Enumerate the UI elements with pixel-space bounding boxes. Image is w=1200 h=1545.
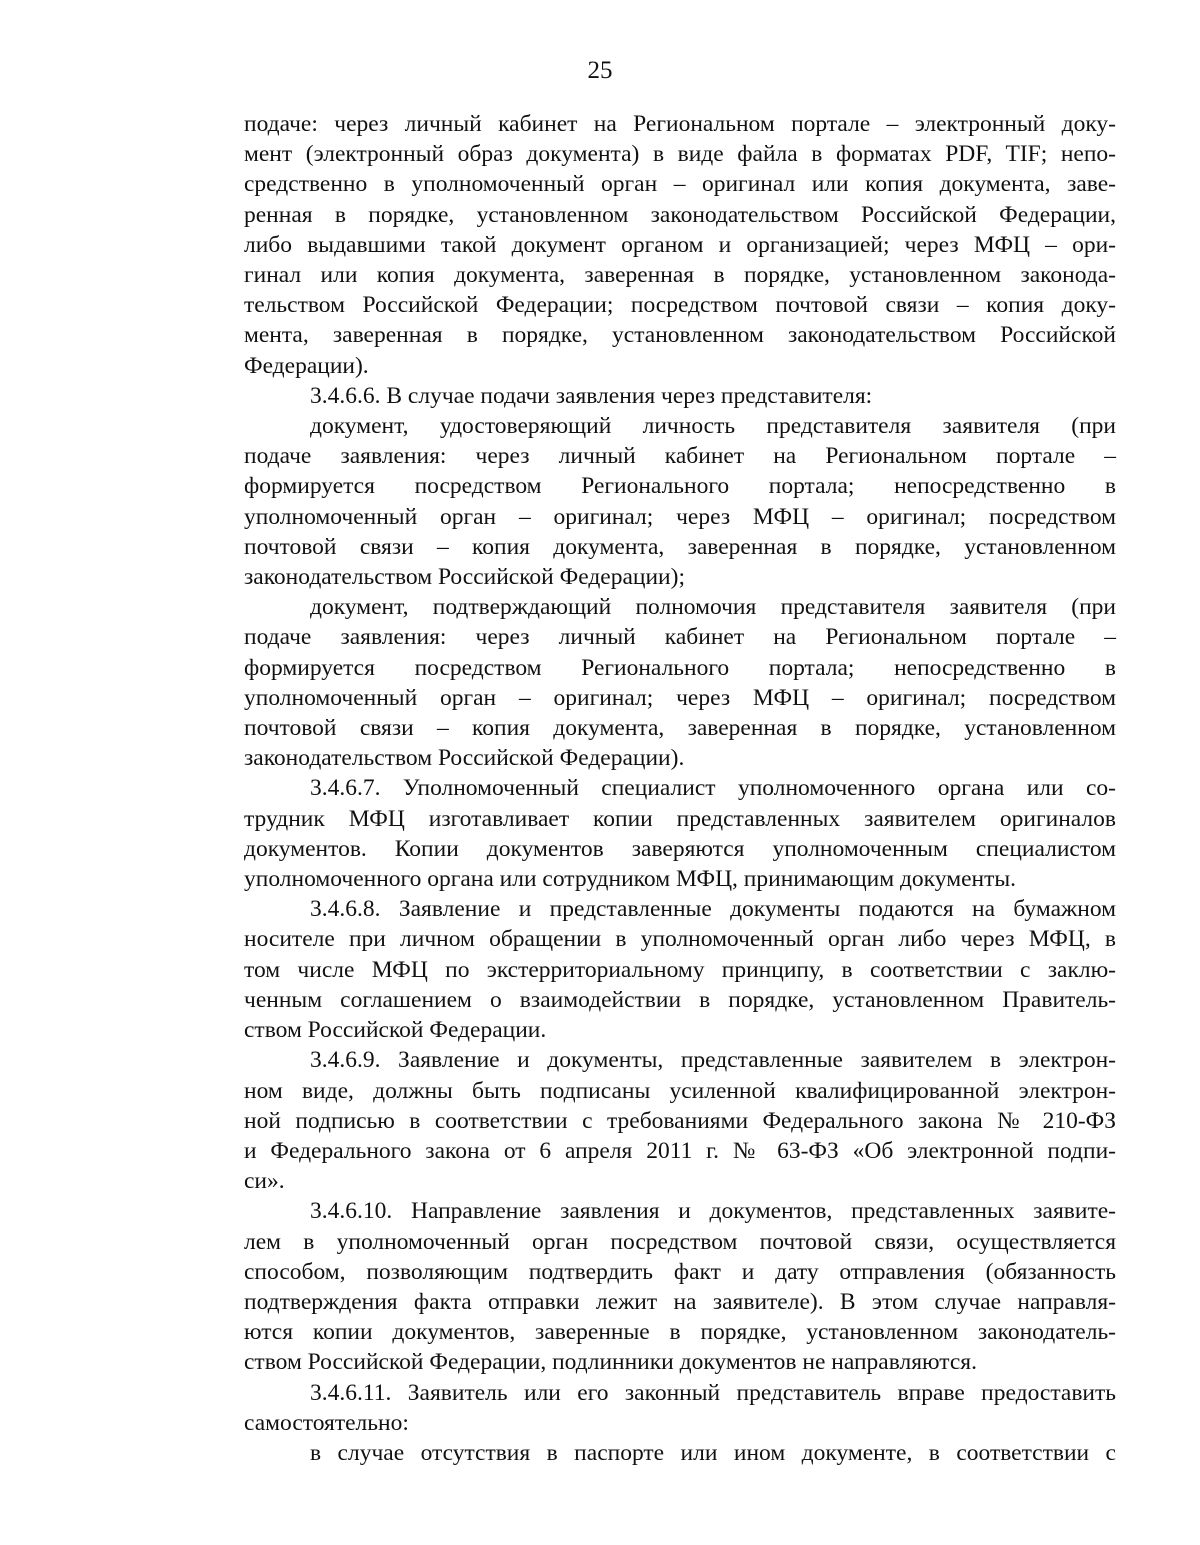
text-line: почтовой связи – копия документа, заверенная в порядке, установленном — [244, 715, 1116, 742]
text-line: 3.4.6.7. Уполномоченный специалист уполномоченного органа или со- — [310, 775, 1116, 802]
text-line: в случае отсутствия в паспорте или ином документе, в соответствии с — [310, 1439, 1116, 1466]
paragraph-3-4-6-7 — [244, 773, 1116, 894]
text-line: почтовой связи – копия документа, заверенная в порядке, установленном — [244, 533, 1116, 560]
text-line: документ, удостоверяющий личность представителя заявителя (при — [310, 413, 1116, 440]
text-line: 3.4.6.8. Заявление и представленные документы подаются на бумажном — [310, 896, 1116, 923]
text-line: си». — [244, 1168, 285, 1195]
text-line: либо выдавшими такой документ органом и организацией; через МФЦ – ори- — [244, 231, 1116, 258]
text-line: 3.4.6.10. Направление заявления и документов, представленных заявите- — [310, 1198, 1116, 1225]
text-line: уполномоченный орган – оригинал; через МФЦ – оригинал; посредством — [244, 503, 1116, 530]
text-line: том числе МФЦ по экстерриториальному принципу, в соответствии с заклю- — [244, 956, 1116, 983]
text-line: средственно в уполномоченный орган – оригинал или копия документа, заве- — [244, 171, 1116, 198]
paragraph-passport-absence — [244, 1438, 1116, 1468]
text-line: ченным соглашением о взаимодействии в порядке, установленном Правитель- — [244, 986, 1116, 1013]
paragraph-continuation — [244, 109, 1116, 381]
paragraph-3-4-6-9 — [244, 1045, 1116, 1196]
text-line: носителе при личном обращении в уполномоченный орган либо через МФЦ, в — [244, 926, 1116, 953]
text-line: мент (электронный образ документа) в виде файла в форматах PDF, TIF; непо- — [244, 141, 1116, 168]
text-line: ством Российской Федерации, подлинники документов не направляются. — [244, 1349, 977, 1376]
text-line: и Федерального закона от 6 апреля 2011 г. № 63-ФЗ «Об электронной подпи- — [244, 1137, 1116, 1164]
text-line: тельством Российской Федерации; посредством почтовой связи – копия доку- — [244, 292, 1116, 319]
document-body — [244, 109, 1116, 1468]
text-line: подаче: через личный кабинет на Региональном портале – электронный доку- — [244, 111, 1116, 137]
text-line: самостоятельно: — [244, 1409, 409, 1436]
paragraph-3-4-6-11 — [244, 1378, 1116, 1438]
text-line: законодательством Российской Федерации). — [244, 745, 685, 772]
text-line: ются копии документов, заверенные в порядке, установленном законодатель- — [244, 1319, 1116, 1346]
text-line: формируется посредством Регионального портала; непосредственно в — [244, 473, 1116, 500]
text-line: гинал или копия документа, заверенная в порядке, установленном законода- — [244, 262, 1116, 289]
text-line: 3.4.6.11. Заявитель или его законный представитель вправе предоставить — [310, 1379, 1116, 1406]
text-line: подаче заявления: через личный кабинет на Региональном портале – — [244, 443, 1116, 470]
text-line: ством Российской Федерации. — [244, 1017, 547, 1044]
paragraph-3-4-6-10 — [244, 1196, 1116, 1377]
text-line: ной подписью в соответствии с требованиями Федерального закона № 210-ФЗ — [244, 1107, 1116, 1134]
text-line: уполномоченный орган – оригинал; через МФЦ – оригинал; посредством — [244, 684, 1116, 711]
page-number: 25 — [587, 57, 613, 84]
text-line: законодательством Российской Федерации); — [244, 564, 685, 591]
paragraph-3-4-6-6 — [244, 381, 1116, 411]
text-line: документ, подтверждающий полномочия представителя заявителя (при — [310, 594, 1116, 621]
paragraph-representative-id — [244, 411, 1116, 592]
text-line: 3.4.6.9. Заявление и документы, представленные заявителем в электрон- — [310, 1047, 1116, 1074]
text-line: способом, позволяющим подтвердить факт и дату отправления (обязанность — [244, 1258, 1116, 1285]
text-line: документов. Копии документов заверяются уполномоченным специалистом — [244, 835, 1116, 862]
text-line: подаче заявления: через личный кабинет на Региональном портале – — [244, 624, 1116, 651]
text-line: Федерации). — [244, 352, 369, 379]
paragraph-representative-authority — [244, 592, 1116, 773]
text-line: лем в уполномоченный орган посредством почтовой связи, осуществляется — [244, 1228, 1116, 1255]
text-line: ном виде, должны быть подписаны усиленной квалифицированной электрон- — [244, 1077, 1116, 1104]
text-line: трудник МФЦ изготавливает копии представленных заявителем оригиналов — [244, 805, 1116, 832]
text-line: подтверждения факта отправки лежит на заявителе). В этом случае направля- — [244, 1288, 1116, 1315]
text-line: ренная в порядке, установленном законодательством Российской Федерации, — [244, 201, 1116, 228]
text-line: 3.4.6.6. В случае подачи заявления через представителя: — [310, 382, 873, 409]
text-line: формируется посредством Регионального портала; непосредственно в — [244, 654, 1116, 681]
text-line: мента, заверенная в порядке, установленном законодательством Российской — [244, 322, 1116, 349]
paragraph-3-4-6-8 — [244, 894, 1116, 1045]
text-line: уполномоченного органа или сотрудником МФЦ, принимающим документы. — [244, 866, 1017, 893]
